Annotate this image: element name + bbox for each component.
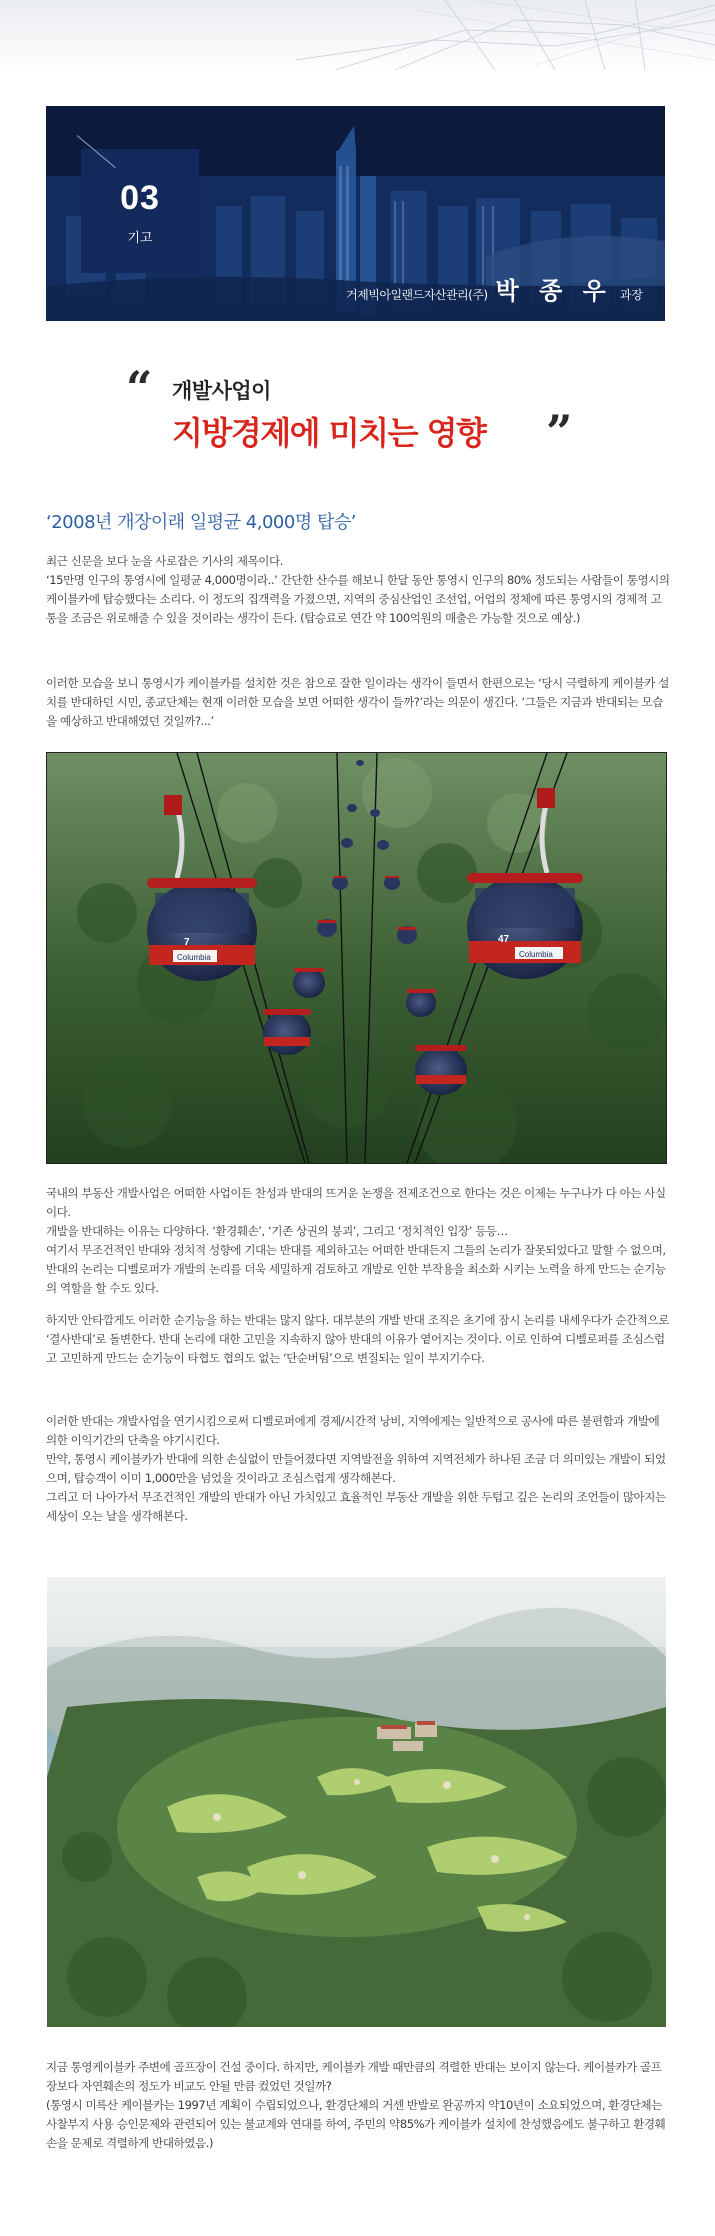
issue-number: 03 [120,179,160,217]
golf-course-rendering [46,1576,667,2028]
paragraph-line: 이러한 모습을 보니 통영시가 케이블카를 설치한 것은 참으로 잘한 일이라는 생각이 들면서 한편으로는 ‘당시 극렬하게 케이블카 설치를 반대하던 시민, 종교단체는 현재 이러한 모습을 보면 어떠한 생각이 들까?’라는 의문이 생긴다. ‘그들은 지금과 반대되는 모습을 예상하고 반대해였던 것일까?...’ [46,676,669,728]
gondola-brand-right: Columbia [519,950,553,959]
paragraph-3 [46,1184,671,1298]
paragraph-6 [46,2058,671,2153]
headline-title: 지방경제에 미치는 영향 [172,414,486,452]
paragraph-line: 지금 통영케이블카 주변에 골프장이 건설 중이다. 하지만, 케이블카 개발 때만큼의 격렬한 반대는 보이지 않는다. 케이블카가 골프장보다 자연훼손의 정도가 비교도 안될 만큼 컸었던 것일까? [46,2060,662,2093]
gondola-number-left: 7 [184,937,190,948]
cable-car-photo [46,752,667,1164]
author-rank: 과장 [619,288,643,302]
paragraph-line: 하지만 안타깝게도 이러한 순기능을 하는 반대는 많지 않다. 대부분의 개발 반대 조직은 초기에 잠시 논리를 내세우다가 순간적으로 ‘결사반대’로 돌변한다. 반대 논리에 대한 고민을 지속하지 않아 반대의 이유가 옅어지는 것이다. 이로 인하여 디벨로퍼를 조심스럽고 고민하게 만드는 순기능이 타협도 협의도 없는 ‘단순버팀’으로 변질되는 일이 부지기수다. [46,1313,669,1365]
paragraph-line: 국내의 부동산 개발사업은 어떠한 사업이든 찬성과 반대의 뜨거운 논쟁을 전제조건으로 한다는 것은 이제는 누구나가 다 아는 사실이다. [46,1186,666,1219]
author-name: 박 종 우 [495,276,612,305]
headline-subtitle: 개발사업이 [172,379,271,403]
paragraph-line: 그리고 더 나아가서 무조건적인 개발의 반대가 아닌 가치있고 효율적인 부동산 개발을 위한 두텁고 깊은 논리의 조언들이 많아지는 세상이 오는 날을 생각해본다. [46,1490,666,1523]
paragraph-2 [46,674,671,731]
paragraph-line: 여기서 무조건적인 반대와 정치적 성향에 기대는 반대를 제외하고는 어떠한 반대든지 그들의 논리가 잘못되었다고 말할 수 없으며, 반대의 논리는 디벨로퍼가 개발의 논리를 더욱 세밀하게 검토하고 개발로 인한 부작용을 최소화 시키는 노력을 하게 만드는 순기능의 역할을 할 수도 있다. [46,1243,666,1295]
paragraph-line: 개발을 반대하는 이유는 다양하다. ‘환경훼손’, ‘기존 상권의 붕괴’, 그리고 ‘정치적인 입장’ 등등… [46,1224,508,1238]
paragraph-line: ‘15만명 인구의 통영시에 일평균 4,000명이라..’ 간단한 산수를 해보니 한달 동안 통영시 인구의 80% 정도되는 사람들이 통영시의 케이블카에 탑승했다는 소리다. 이 정도의 집객력을 가졌으면, 지역의 중심산업인 조선업, 어업의 정체에 따른 통영시의 경제적 고통을 조금은 위로해줄 수 있을 것이라는 생각이 든다. (탑승료로 연간 약 100억원의 매출은 가능할 것으로 예상.) [46,573,670,625]
paragraph-line: 최근 신문을 보다 눈을 사로잡은 기사의 제목이다. [46,554,283,568]
open-quote-mark: “ [126,361,153,415]
paragraph-line: 이러한 반대는 개발사업을 연기시킴으로써 디벨로퍼에게 경제/시간적 낭비, 지역에게는 일반적으로 공사에 따른 불편함과 개발에 의한 이익기간의 단축을 야기시킨다. [46,1414,660,1447]
paragraph-line: 만약, 통영시 케이블카가 반대에 의한 손실없이 만들어졌다면 지역발전을 위하여 지역전체가 하나된 조금 더 의미있는 개발이 되었으며, 탑승객이 이미 1,000만을 넘었을 것이라고 조심스럽게 생각해본다. [46,1452,666,1485]
author-byline [346,271,643,306]
section-title: ‘2008년 개장이래 일평균 4,000명 탑승’ [46,512,356,533]
paragraph-1 [46,552,671,628]
issue-label: 기고 [127,231,153,246]
issue-number-box [81,149,199,273]
gondola-brand-left: Columbia [177,953,211,962]
gondola-number-right: 47 [498,934,510,945]
paragraph-line: (통영시 미륵산 케이블카는 1997년 계획이 수립되었으나, 환경단체의 거센 반발로 완공까지 약10년이 소요되었으며, 환경단체는 사찰부지 사용 승인문제와 관련되어 있는 불교계와 연대를 하여, 주민의 약85%가 케이블카 설치에 찬성했음에도 불구하고 환경훼손을 문제로 격렬하게 반대하였음.) [46,2098,666,2150]
paragraph-5 [46,1412,671,1526]
paragraph-4 [46,1311,671,1368]
header-banner [46,106,665,321]
top-decoration [0,0,715,70]
close-quote-mark: ” [546,405,573,459]
author-organization: 거제빅아일랜드자산관리(주) [346,288,488,302]
